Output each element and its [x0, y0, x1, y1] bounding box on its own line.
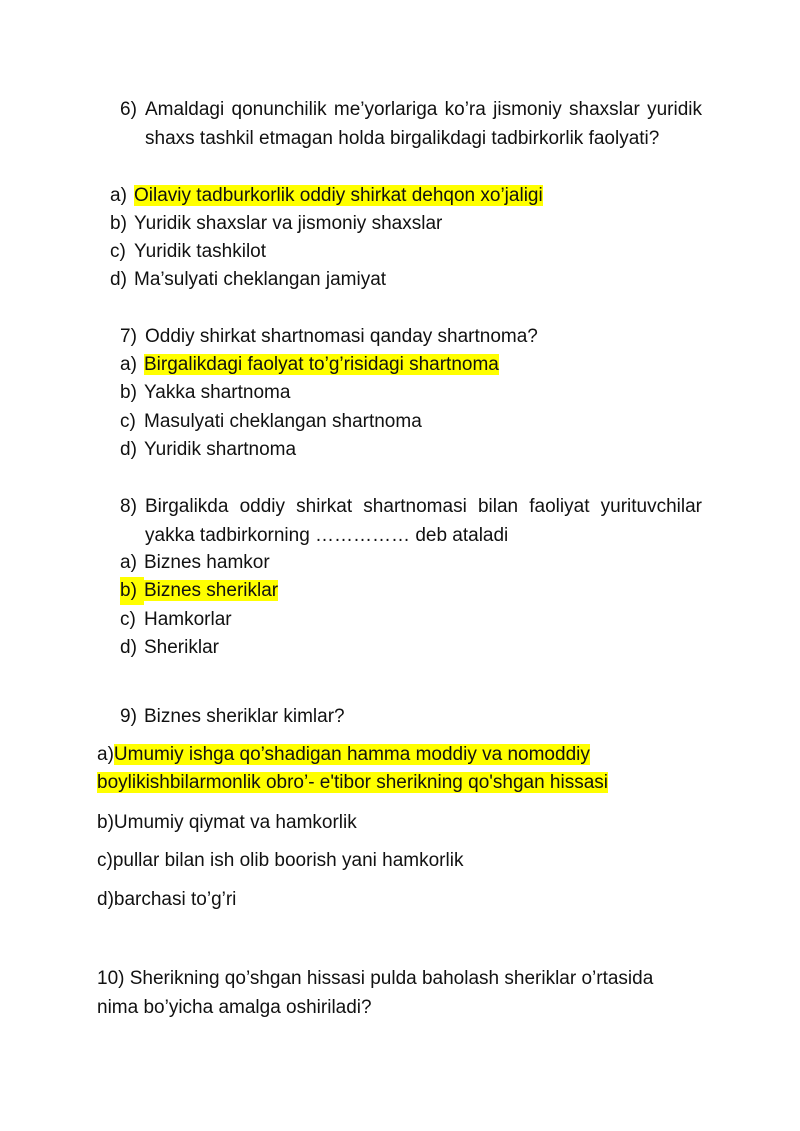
option-text: Birgalikdagi faolyat to’g’risidagi shartnoma [144, 354, 499, 375]
option-text: barchasi to’g’ri [113, 889, 237, 910]
option-label: d) [110, 269, 127, 290]
option-d [110, 266, 386, 294]
option-label: b) [120, 382, 137, 403]
option-text: Sheriklar [144, 637, 219, 658]
option-label: b) [120, 577, 144, 605]
option-d [120, 436, 296, 464]
option-label: c) [97, 850, 113, 871]
option-label: d) [120, 439, 137, 460]
question-number: 9) [120, 706, 137, 727]
option-label: d) [97, 889, 114, 910]
option-label: b) [110, 213, 127, 234]
question-number: 10) [97, 968, 125, 989]
question-number: 8) [120, 496, 137, 517]
option-c [97, 847, 463, 875]
option-label: c) [110, 241, 126, 262]
option-d [120, 634, 219, 662]
option-text: Ma’sulyati cheklangan jamiyat [134, 269, 387, 290]
option-b [120, 379, 290, 407]
option-label: c) [120, 609, 136, 630]
option-label: c) [120, 411, 136, 432]
option-text: Biznes sheriklar [144, 580, 279, 601]
option-text: Oilaviy tadburkorlik oddiy shirkat dehqon xo’jaligi [134, 185, 543, 206]
option-label: d) [120, 637, 137, 658]
question-line1 [97, 965, 653, 993]
option-text: Yakka shartnoma [144, 382, 291, 403]
option-b [110, 210, 442, 238]
option-label: a) [120, 552, 137, 573]
option-a [120, 549, 270, 577]
option-label: a) [110, 185, 127, 206]
option-text: Biznes hamkor [144, 552, 270, 573]
option-b [120, 577, 278, 605]
option-text: Masulyati cheklangan shartnoma [144, 411, 422, 432]
option-a [97, 741, 590, 769]
question-number: 6) [120, 99, 137, 120]
option-a-continued [97, 769, 608, 797]
option-text: Yuridik shartnoma [144, 439, 297, 460]
option-label: b) [97, 812, 114, 833]
question-text: Amaldagi qonunchilik me’yorlariga ko’ra jismoniy shaxslar yuridik shaxs tashkil etmagan holda birgalikdagi tadbirkorlik faolyati? [145, 99, 702, 149]
option-a [120, 351, 499, 379]
question-text-line1: Sherikning qo’shgan hissasi pulda baholash sheriklar o’rtasida [129, 968, 654, 989]
option-a [110, 182, 543, 210]
question-number: 7) [120, 326, 137, 347]
question-text: Oddiy shirkat shartnomasi qanday shartnoma? [145, 326, 538, 347]
option-b [97, 809, 357, 837]
option-c [110, 238, 266, 266]
option-text: pullar bilan ish olib boorish yani hamkorlik [112, 850, 464, 871]
option-text-line1: Umumiy ishga qo’shadigan hamma moddiy va nomoddiy [113, 744, 590, 765]
option-text: Umumiy qiymat va hamkorlik [113, 812, 357, 833]
option-text: Hamkorlar [144, 609, 232, 630]
option-text: Yuridik tashkilot [134, 241, 267, 262]
question-text: Birgalikda oddiy shirkat shartnomasi bilan faoliyat yurituvchilar yakka tadbirkorning …………… deb ataladi [145, 496, 702, 546]
option-c [120, 408, 422, 436]
question-text-line2: nima bo’yicha amalga oshiriladi? [97, 997, 372, 1018]
option-label: a) [120, 354, 137, 375]
question-text: Biznes sheriklar kimlar? [144, 706, 345, 727]
option-d [97, 886, 236, 914]
option-c [120, 606, 232, 634]
option-label: a) [97, 744, 114, 765]
option-text-line2: boylikishbilarmonlik obro’- e'tibor sherikning qo'shgan hissasi [97, 772, 609, 793]
option-text: Yuridik shaxslar va jismoniy shaxslar [134, 213, 443, 234]
